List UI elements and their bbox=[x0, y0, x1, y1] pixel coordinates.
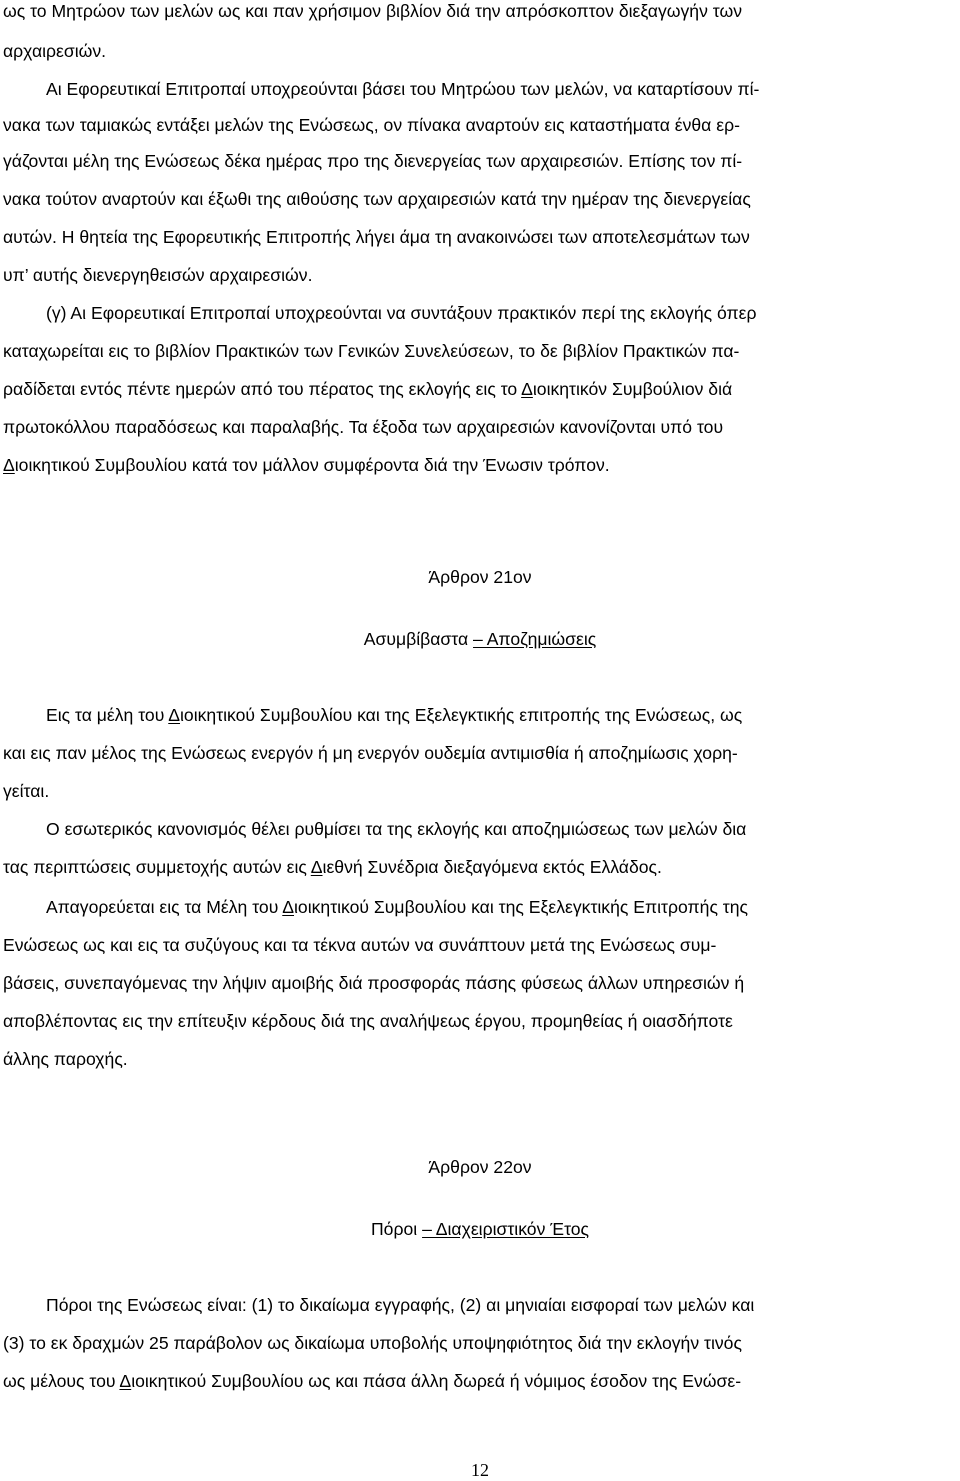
article-21-line-9: αποβλέποντας εις την επίτευξιν κέρδους διά της αναλήψεως έργου, προμηθείας ή οιασδήποτε bbox=[3, 1011, 733, 1031]
article-21-line-8: βάσεις, συνεπαγόμενας την λήψιν αμοιβής διά προσφοράς πάσης φύσεως άλλων υπηρεσιών ή bbox=[3, 973, 745, 993]
text-line-4: νακα των ταμιακώς εντάξει μελών της Ενώσεως, ον πίνακα αναρτούν εις καταστήματα ένθα ερ- bbox=[3, 115, 740, 135]
text-line-7: αυτών. Η θητεία της Εφορευτικής Επιτροπής λήγει άμα τη ανακοινώσει των αποτελεσμάτων των bbox=[3, 227, 750, 247]
article-21-subtitle: Ασυμβίβαστα – Αποζημιώσεις bbox=[363, 629, 597, 649]
article-21-line-2: και εις παν μέλος της Ενώσεως ενεργόν ή μη ενεργόν ουδεμία αντιμισθία ή αποζημίωσις χορη- bbox=[3, 743, 738, 763]
article-21-line-7: Ενώσεως ως και εις τα συζύγους και τα τέκνα αυτών να συνάπτουν μετά της Ενώσεως συμ- bbox=[3, 935, 717, 955]
article-21-line-5: τας περιπτώσεις συμμετοχής αυτών εις Διεθνή Συνέδρια διεξαγόμενα εκτός Ελλάδος. bbox=[3, 857, 662, 877]
underlined-letter: Δ bbox=[521, 379, 533, 399]
text-line-2: αρχαιρεσιών. bbox=[3, 41, 107, 61]
text-line-11: ραδίδεται εντός πέντε ημερών από του πέρατος της εκλογής εις το Διοικητικόν Συμβούλιον διά bbox=[3, 379, 733, 399]
page-number: 12 bbox=[471, 1460, 489, 1480]
text-line-6: νακα τούτον αναρτούν και έξωθι της αιθούσης των αρχαιρεσιών κατά την ημέραν της διενεργείας bbox=[3, 189, 751, 209]
article-22-heading: Άρθρον 22ον bbox=[428, 1157, 532, 1177]
article-22-line-3: ως μέλους του Διοικητικού Συμβουλίου ως και πάσα άλλη δωρεά ή νόμιμος έσοδον της Ενώσε- bbox=[3, 1371, 742, 1391]
article-22-line-1: Πόροι της Ενώσεως είναι: (1) το δικαίωμα εγγραφής, (2) αι μηνιαίαι εισφοραί των μελών και bbox=[46, 1295, 755, 1315]
article-21-line-4: Ο εσωτερικός κανονισμός θέλει ρυθμίσει τα της εκλογής και αποζημιώσεως των μελών δια bbox=[46, 819, 747, 839]
article-21-line-10: άλλης παροχής. bbox=[3, 1049, 128, 1069]
text-line-8: υπ’ αυτής διενεργηθεισών αρχαιρεσιών. bbox=[3, 265, 313, 285]
article-21-line-6: Απαγορεύεται εις τα Μέλη του Διοικητικού Συμβουλίου και της Εξελεγκτικής Επιτροπής της bbox=[46, 897, 749, 917]
article-22-line-2: (3) το εκ δραχμών 25 παράβολον ως δικαίωμα υποβολής υποψηφιότητος διά την εκλογήν τινός bbox=[3, 1333, 742, 1353]
article-21-heading: Άρθρον 21ον bbox=[428, 567, 532, 587]
article-21-line-3: γείται. bbox=[3, 781, 50, 801]
text-line-5: γάζονται μέλη της Ενώσεως δέκα ημέρας προ της διενεργείας των αρχαιρεσιών. Επίσης τον πί- bbox=[3, 151, 743, 171]
text-line-12: πρωτοκόλλου παραδόσεως και παραλαβής. Τα έξοδα των αρχαιρεσιών κανονίζονται υπό του bbox=[3, 417, 724, 437]
text-line-3: Αι Εφορευτικαί Επιτροπαί υποχρεούνται βάσει του Μητρώου των μελών, να καταρτίσουν πί- bbox=[46, 79, 760, 99]
underlined-letter: Δ bbox=[3, 455, 15, 475]
text-line-1: ως το Μητρώον των μελών ως και παν χρήσιμον βιβλίον διά την απρόσκοπτον διεξαγωγήν των bbox=[3, 1, 742, 21]
article-22-subtitle: Πόροι – Διαχειριστικόν Έτος bbox=[370, 1219, 590, 1239]
text-line-9: (γ) Αι Εφορευτικαί Επιτροπαί υποχρεούνται να συντάξουν πρακτικόν περί της εκλογής όπερ bbox=[46, 303, 757, 323]
article-21-line-1: Εις τα μέλη του Διοικητικού Συμβουλίου και της Εξελεγκτικής επιτροπής της Ενώσεως, ως bbox=[46, 705, 743, 725]
text-line-10: καταχωρείται εις το βιβλίον Πρακτικών των Γενικών Συνελεύσεων, το δε βιβλίον Πρακτικών πα- bbox=[3, 341, 740, 361]
text-line-13: Διοικητικού Συμβουλίου κατά τον μάλλον συμφέροντα διά την Ένωσιν τρόπον. bbox=[3, 455, 610, 475]
